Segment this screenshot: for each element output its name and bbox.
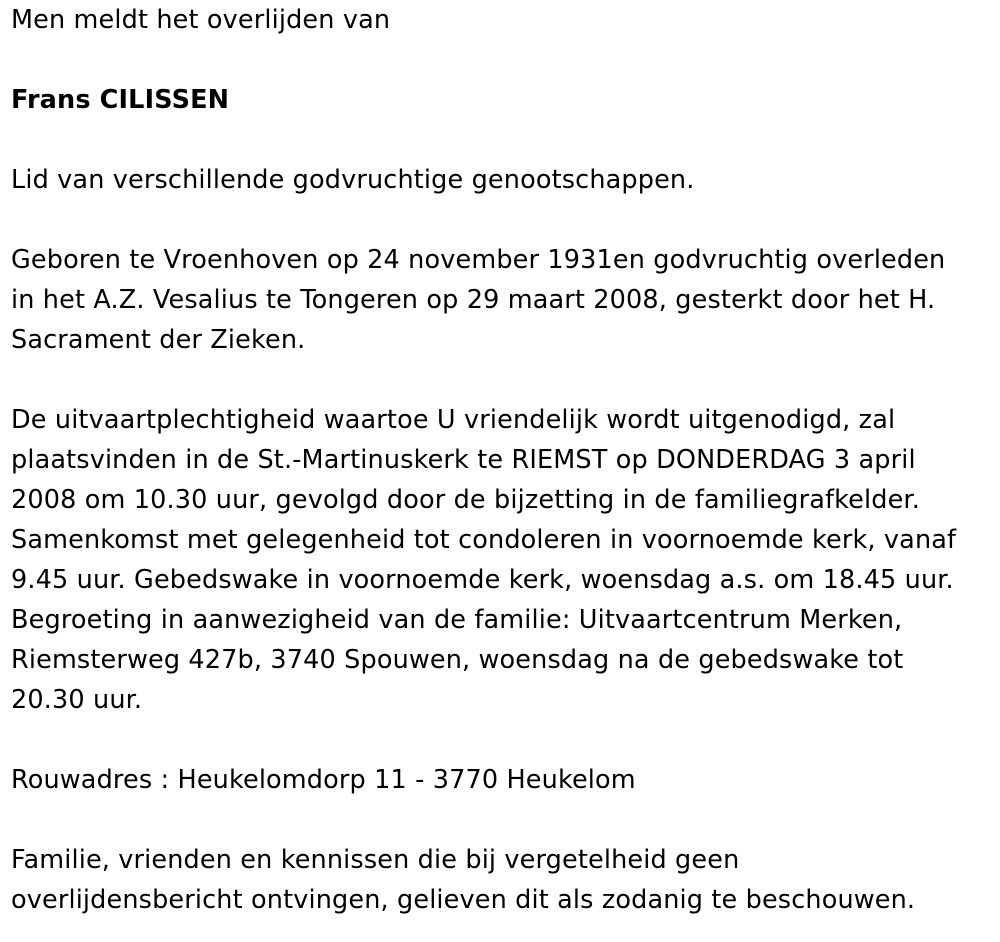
paragraph-line: Sacrament der Zieken. [11,325,306,355]
spacer [11,200,996,240]
birth-death-paragraph [11,240,996,360]
paragraph-line: Riemsterweg 427b, 3740 Spouwen, woensdag na de gebedswake tot [11,645,904,675]
spacer [11,360,996,400]
intro-text: Men meldt het overlijden van [11,5,391,35]
death-notice [11,0,996,920]
paragraph-line: Geboren te Vroenhoven op 24 november 1931en godvruchtig overleden [11,245,946,275]
paragraph-line: overlijdensbericht ontvingen, gelieven dit als zodanig te beschouwen. [11,885,916,915]
paragraph-line: 20.30 uur. [11,685,143,715]
membership-text: Lid van verschillende godvruchtige genootschappen. [11,165,695,195]
spacer [11,800,996,840]
paragraph-line: De uitvaartplechtigheid waartoe U vriendelijk wordt uitgenodigd, zal [11,405,896,435]
paragraph-line: Samenkomst met gelegenheid tot condoleren in voornoemde kerk, vanaf [11,525,957,555]
mourning-address: Rouwadres : Heukelomdorp 11 - 3770 Heukelom [11,765,636,795]
paragraph-line: Begroeting in aanwezigheid van de familie: Uitvaartcentrum Merken, [11,605,903,635]
funeral-paragraph [11,400,996,720]
paragraph-line: plaatsvinden in de St.-Martinuskerk te RIEMST op DONDERDAG 3 april [11,445,916,475]
deceased-name: Frans CILISSEN [11,85,230,115]
paragraph-line: Familie, vrienden en kennissen die bij vergetelheid geen [11,845,740,875]
paragraph-line: in het A.Z. Vesalius te Tongeren op 29 maart 2008, gesterkt door het H. [11,285,936,315]
closing-paragraph [11,840,996,920]
paragraph-line: 2008 om 10.30 uur, gevolgd door de bijzetting in de familiegrafkelder. [11,485,920,515]
spacer [11,40,996,80]
spacer [11,120,996,160]
paragraph-line: 9.45 uur. Gebedswake in voornoemde kerk, woensdag a.s. om 18.45 uur. [11,565,954,595]
spacer [11,720,996,760]
